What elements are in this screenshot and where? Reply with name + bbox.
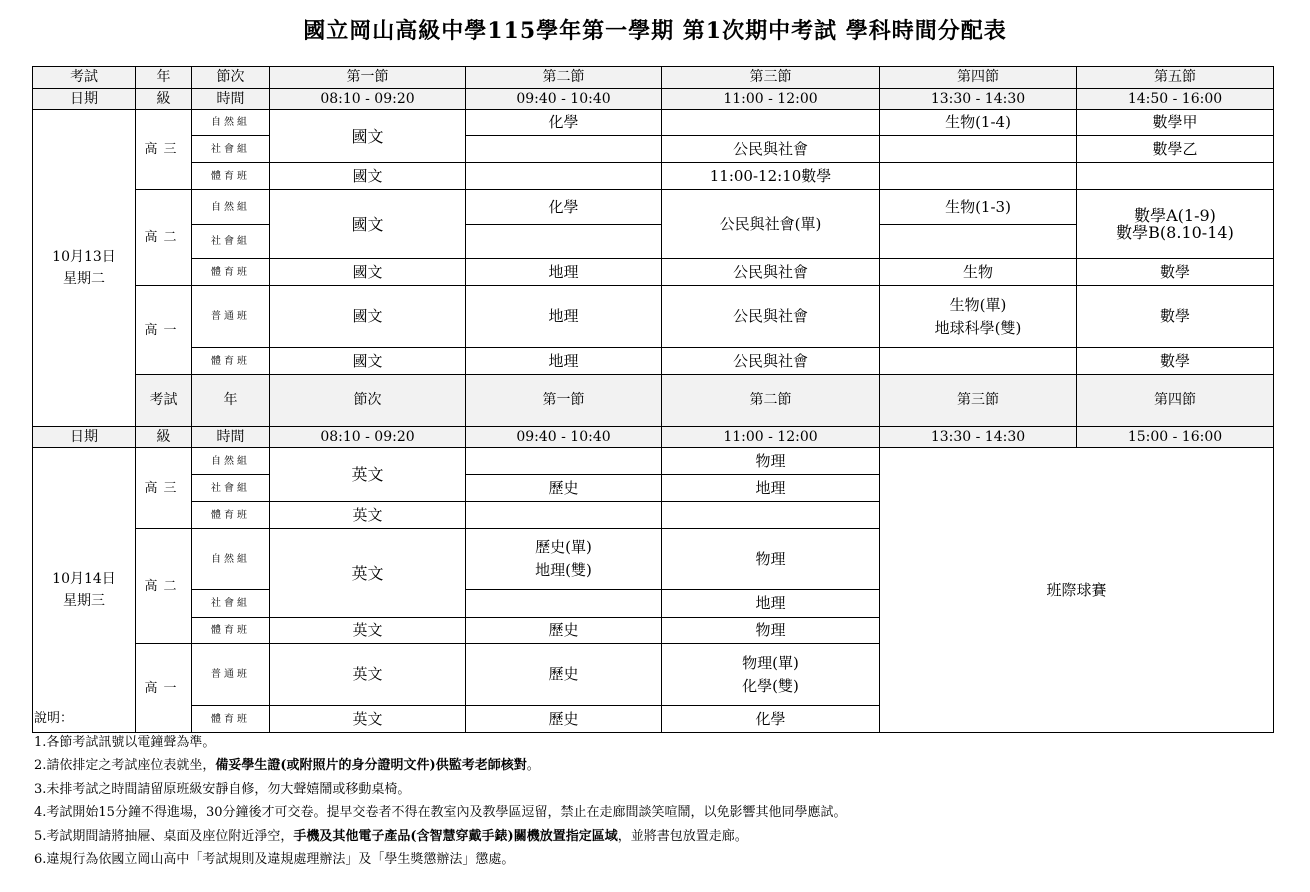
time-cell: 09:40 - 10:40 [466,89,662,110]
time-cell: 13:30 - 14:30 [880,89,1077,110]
subject-cell: 英文 [270,706,466,733]
subject-cell: 物理 [662,529,880,590]
note-emphasis: 手機及其他電子產品(含智慧穿戴手錶)關機放置指定區域 [293,828,618,844]
header-row [33,67,1274,89]
subject-line: 地理(雙) [535,561,592,579]
table-row [33,348,1274,375]
subject-cell: 公民與社會 [662,259,880,286]
note-text: 2.請依排定之考試座位表就坐， [34,758,216,773]
subject-cell: 歷史 [466,644,662,706]
header-cell: 年 [136,67,192,89]
subject-cell [1077,163,1274,190]
subject-cell: 數學乙 [1077,136,1274,163]
grade-cell: 高三 [136,448,192,529]
exam-date: 10月14日 [52,571,116,587]
time-cell: 08:10 - 09:20 [270,89,466,110]
subject-cell: 數學甲 [1077,110,1274,136]
header-cell: 第三節 [880,375,1077,427]
header-cell: 第五節 [1077,67,1274,89]
subject-cell: 物理 [662,618,880,644]
notes-heading: 說明： [34,711,74,726]
page-title: 國立岡山高級中學115學年第一學期 第1次期中考試 學科時間分配表 [303,18,1007,44]
subject-cell [466,136,662,163]
subject-cell: 地理 [466,259,662,286]
time-cell: 15:00 - 16:00 [1077,427,1274,448]
note-item: 1.各節考試訊號以電鐘聲為準。 [34,734,216,750]
date-cell [33,110,136,427]
table-row [33,190,1274,225]
subject-cell [662,644,880,706]
note-item: 6.違規行為依國立岡山高中「考試規則及違規處理辦法」及「學生獎懲辦法」懲處。 [34,852,515,867]
subject-cell: 生物(1-3) [880,190,1077,225]
subject-cell: 化學 [466,190,662,225]
group-cell: 自然組 [192,110,270,136]
subject-cell: 英文 [270,529,466,618]
header-cell: 第二節 [662,375,880,427]
subject-cell [1077,190,1274,259]
group-cell: 體育班 [192,259,270,286]
subject-cell: 英文 [270,618,466,644]
subject-cell: 數學 [1077,286,1274,348]
table-row [33,286,1274,348]
group-cell: 體育班 [192,706,270,733]
subject-cell: 公民與社會 [662,136,880,163]
group-cell: 社會組 [192,590,270,618]
header-cell: 年 [192,375,270,427]
subject-cell: 地理 [466,286,662,348]
subject-cell [880,348,1077,375]
time-cell: 11:00 - 12:00 [662,427,880,448]
subject-cell [466,448,662,475]
subject-cell [466,590,662,618]
group-cell: 社會組 [192,225,270,259]
subject-cell: 地理 [662,475,880,502]
note-item [34,754,1274,778]
subject-line: 數學B(8.10-14) [1116,223,1234,242]
grade-cell: 高一 [136,644,192,733]
subject-cell: 國文 [270,163,466,190]
subject-cell: 國文 [270,259,466,286]
subject-cell: 數學 [1077,348,1274,375]
subject-cell: 化學 [662,706,880,733]
subject-cell [466,529,662,590]
header-cell: 日期 [33,427,136,448]
group-cell: 體育班 [192,163,270,190]
schedule-table [32,66,1274,733]
grade-cell: 高二 [136,529,192,644]
subject-line: 歷史(單) [535,538,592,556]
group-cell: 社會組 [192,475,270,502]
table-row [33,136,1274,163]
group-cell: 自然組 [192,190,270,225]
header-cell: 時間 [192,427,270,448]
subject-cell: 英文 [270,644,466,706]
subject-cell: 國文 [270,286,466,348]
header-cell: 級 [136,427,192,448]
subject-cell: 歷史 [466,475,662,502]
header-row [33,427,1274,448]
header-cell: 第二節 [466,67,662,89]
subject-cell: 國文 [270,190,466,259]
table-row [33,448,1274,475]
header-row [33,89,1274,110]
subject-cell [466,163,662,190]
header-row [33,375,1274,427]
subject-cell: 地理 [662,590,880,618]
header-cell: 第一節 [466,375,662,427]
subject-cell: 歷史 [466,618,662,644]
header-cell: 第三節 [662,67,880,89]
group-cell: 體育班 [192,348,270,375]
subject-line: 生物(單) [949,295,1007,314]
class-ball-game-cell: 班際球賽 [880,448,1274,733]
header-cell: 節次 [270,375,466,427]
subject-cell: 生物(1-4) [880,110,1077,136]
subject-cell [662,502,880,529]
group-cell: 普通班 [192,644,270,706]
subject-line: 物理(單) [742,653,799,672]
time-cell: 11:00 - 12:00 [662,89,880,110]
note-text: 5.考試期間請將抽屜、桌面及座位附近淨空， [34,828,294,844]
header-cell: 考試 [136,375,192,427]
subject-cell: 地理 [466,348,662,375]
header-cell: 時間 [192,89,270,110]
subject-cell: 物理 [662,448,880,475]
subject-cell [466,502,662,529]
grade-cell: 高三 [136,110,192,190]
subject-cell: 化學 [466,110,662,136]
exam-date: 10月13日 [52,249,116,265]
time-cell: 08:10 - 09:20 [270,427,466,448]
time-cell: 14:50 - 16:00 [1077,89,1274,110]
note-emphasis: 備妥學生證(或附照片的身分證明文件)供監考老師核對 [215,758,527,773]
note-item [34,825,1274,849]
subject-cell: 國文 [270,348,466,375]
subject-cell: 數學 [1077,259,1274,286]
time-cell: 09:40 - 10:40 [466,427,662,448]
subject-line: 地球科學(雙) [934,318,1022,337]
group-cell: 體育班 [192,618,270,644]
table-row [33,259,1274,286]
group-cell: 社會組 [192,136,270,163]
subject-cell: 歷史 [466,706,662,733]
header-cell: 級 [136,89,192,110]
subject-cell: 國文 [270,110,466,163]
subject-cell: 生物 [880,259,1077,286]
grade-cell: 高二 [136,190,192,286]
time-cell: 13:30 - 14:30 [880,427,1077,448]
grade-cell: 高一 [136,286,192,375]
subject-cell [880,286,1077,348]
subject-line: 數學A(1-9) [1134,206,1216,225]
subject-cell: 公民與社會 [662,286,880,348]
header-cell: 第一節 [270,67,466,89]
subject-cell: 公民與社會(單) [662,190,880,259]
header-cell: 節次 [192,67,270,89]
header-cell: 日期 [33,89,136,110]
subject-cell [880,163,1077,190]
group-cell: 自然組 [192,529,270,590]
subject-cell [880,136,1077,163]
header-cell: 第四節 [1077,375,1274,427]
table-row [33,163,1274,190]
header-cell: 第四節 [880,67,1077,89]
exam-weekday: 星期二 [63,271,105,287]
subject-cell [662,110,880,136]
subject-cell [880,225,1077,259]
subject-cell [466,225,662,259]
group-cell: 自然組 [192,448,270,475]
subject-cell: 11:00-12:10數學 [662,163,880,190]
exam-weekday: 星期三 [63,593,105,609]
notes-section [34,707,1274,872]
header-cell: 考試 [33,67,136,89]
subject-cell: 公民與社會 [662,348,880,375]
note-text: 。 [526,758,540,773]
date-cell [33,448,136,733]
table-row [33,110,1274,136]
group-cell: 普通班 [192,286,270,348]
note-item: 4.考試開始15分鐘不得進場，30分鐘後才可交卷。提早交卷者不得在教室內及教學區逗留，禁止在走廊間談笑喧鬧，以免影響其他同學應試。 [34,805,847,820]
subject-cell: 英文 [270,502,466,529]
subject-line: 化學(雙) [742,676,799,695]
subject-cell: 英文 [270,448,466,502]
note-text: ，並將書包放置走廊。 [617,828,748,844]
note-item: 3.未排考試之時間請留原班級安靜自修，勿大聲嬉鬧或移動桌椅。 [34,781,411,797]
group-cell: 體育班 [192,502,270,529]
